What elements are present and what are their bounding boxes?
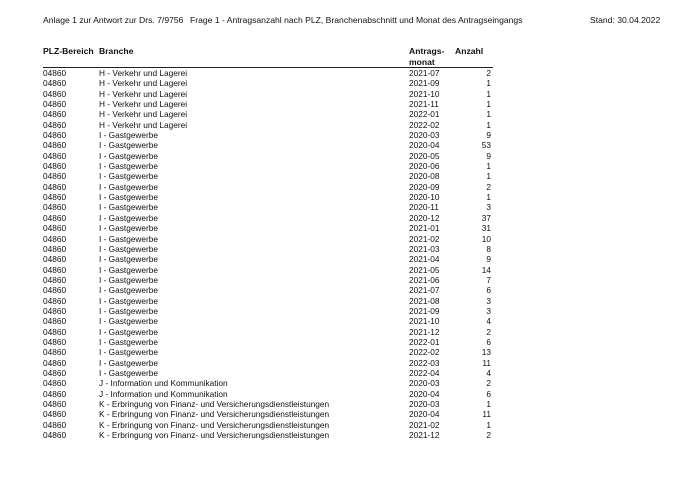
- cell-anzahl: 6: [486, 285, 491, 296]
- cell-plz: 04860: [43, 161, 67, 172]
- cell-anzahl: 1: [486, 171, 491, 182]
- cell-plz: 04860: [43, 140, 67, 151]
- cell-branche: J - Information und Kommunikation: [99, 378, 228, 389]
- cell-plz: 04860: [43, 399, 67, 409]
- table-row: [0, 399, 700, 409]
- cell-plz: 04860: [43, 202, 67, 213]
- cell-plz: 04860: [43, 430, 67, 441]
- cell-anzahl: 6: [486, 388, 491, 399]
- cell-antragsmonat: 2020-03: [409, 378, 440, 389]
- cell-plz: 04860: [43, 223, 67, 234]
- cell-plz: 04860: [43, 88, 67, 99]
- cell-branche: I - Gastgewerbe: [99, 161, 159, 172]
- cell-anzahl: 2: [486, 378, 491, 389]
- cell-anzahl: 4: [486, 316, 491, 327]
- cell-plz: 04860: [43, 316, 67, 327]
- cell-antragsmonat: 2020-10: [409, 192, 440, 203]
- table-row: [0, 78, 700, 88]
- cell-branche: I - Gastgewerbe: [99, 192, 159, 203]
- table-row: [0, 130, 700, 140]
- cell-branche: I - Gastgewerbe: [99, 316, 159, 327]
- cell-branche: I - Gastgewerbe: [99, 357, 159, 368]
- attachment-reference: Anlage 1 zur Antwort zur Drs. 7/9756: [43, 15, 184, 25]
- table-row: [0, 409, 700, 419]
- cell-anzahl: 11: [482, 357, 491, 368]
- cell-antragsmonat: 2021-09: [409, 305, 440, 316]
- cell-antragsmonat: 2021-05: [409, 264, 440, 275]
- cell-antragsmonat: 2020-12: [409, 212, 440, 223]
- cell-branche: I - Gastgewerbe: [99, 285, 159, 296]
- cell-plz: 04860: [43, 388, 67, 399]
- cell-branche: H - Verkehr und Lagerei: [99, 68, 188, 78]
- table-row: [0, 171, 700, 181]
- cell-branche: J - Information und Kommunikation: [99, 388, 228, 399]
- cell-anzahl: 1: [486, 161, 491, 172]
- cell-branche: K - Erbringung von Finanz- und Versicherungsdienstleistungen: [99, 430, 330, 441]
- table-row: [0, 99, 700, 109]
- cell-plz: 04860: [43, 336, 67, 347]
- table-row: [0, 68, 700, 78]
- cell-antragsmonat: 2022-01: [409, 336, 440, 347]
- table-row: [0, 285, 700, 295]
- cell-branche: H - Verkehr und Lagerei: [99, 119, 188, 130]
- cell-anzahl: 11: [482, 409, 491, 420]
- cell-antragsmonat: 2022-03: [409, 357, 440, 368]
- cell-antragsmonat: 2020-04: [409, 409, 440, 420]
- cell-branche: I - Gastgewerbe: [99, 233, 159, 244]
- cell-branche: K - Erbringung von Finanz- und Versicherungsdienstleistungen: [99, 409, 330, 420]
- cell-branche: I - Gastgewerbe: [99, 254, 159, 265]
- cell-anzahl: 1: [486, 419, 491, 430]
- cell-anzahl: 1: [486, 192, 491, 203]
- table-row: [0, 120, 700, 130]
- cell-antragsmonat: 2020-03: [409, 130, 440, 141]
- cell-branche: H - Verkehr und Lagerei: [99, 78, 188, 89]
- cell-branche: I - Gastgewerbe: [99, 274, 159, 285]
- cell-branche: I - Gastgewerbe: [99, 202, 159, 213]
- table-row: [0, 151, 700, 161]
- cell-anzahl: 8: [486, 243, 491, 254]
- table-row: [0, 420, 700, 430]
- cell-plz: 04860: [43, 233, 67, 244]
- cell-antragsmonat: 2022-01: [409, 109, 440, 120]
- cell-plz: 04860: [43, 367, 67, 378]
- cell-branche: I - Gastgewerbe: [99, 367, 159, 378]
- cell-anzahl: 2: [486, 181, 491, 192]
- cell-branche: I - Gastgewerbe: [99, 130, 159, 141]
- table-row: [0, 327, 700, 337]
- cell-anzahl: 1: [486, 119, 491, 130]
- table-row: [0, 109, 700, 119]
- cell-branche: I - Gastgewerbe: [99, 212, 159, 223]
- cell-antragsmonat: 2021-04: [409, 254, 440, 265]
- cell-anzahl: 53: [481, 140, 491, 151]
- cell-branche: I - Gastgewerbe: [99, 171, 159, 182]
- table-row: [0, 389, 700, 399]
- cell-antragsmonat: 2021-09: [409, 78, 440, 89]
- cell-antragsmonat: 2021-07: [409, 68, 440, 78]
- cell-antragsmonat: 2022-04: [409, 367, 440, 378]
- table-row: [0, 244, 700, 254]
- cell-branche: I - Gastgewerbe: [99, 150, 159, 161]
- cell-antragsmonat: 2020-04: [409, 388, 440, 399]
- cell-branche: I - Gastgewerbe: [99, 305, 159, 316]
- cell-antragsmonat: 2021-08: [409, 295, 440, 306]
- cell-antragsmonat: 2021-01: [409, 223, 440, 234]
- table-row: [0, 275, 700, 285]
- cell-plz: 04860: [43, 181, 67, 192]
- column-header-antragsmonat: [409, 46, 449, 67]
- cell-anzahl: 14: [481, 264, 491, 275]
- cell-antragsmonat: 2021-03: [409, 243, 440, 254]
- table-row: [0, 213, 700, 223]
- table-row: [0, 254, 700, 264]
- cell-anzahl: 1: [486, 88, 491, 99]
- cell-plz: 04860: [43, 78, 67, 89]
- cell-branche: I - Gastgewerbe: [99, 243, 159, 254]
- cell-plz: 04860: [43, 171, 67, 182]
- table-row: [0, 378, 700, 388]
- table-row: [0, 316, 700, 326]
- table-row: [0, 182, 700, 192]
- cell-anzahl: 10: [481, 233, 491, 244]
- document-header: [0, 15, 700, 29]
- cell-antragsmonat: 2021-06: [409, 274, 440, 285]
- table-row: [0, 306, 700, 316]
- cell-anzahl: 1: [486, 399, 491, 409]
- cell-antragsmonat: 2021-02: [409, 233, 440, 244]
- cell-plz: 04860: [43, 192, 67, 203]
- cell-branche: H - Verkehr und Lagerei: [99, 99, 188, 110]
- cell-plz: 04860: [43, 419, 67, 430]
- cell-branche: I - Gastgewerbe: [99, 347, 159, 358]
- cell-branche: I - Gastgewerbe: [99, 223, 159, 234]
- cell-antragsmonat: 2020-03: [409, 399, 440, 409]
- cell-anzahl: 3: [486, 295, 491, 306]
- cell-anzahl: 1: [486, 78, 491, 89]
- table-row: [0, 223, 700, 233]
- cell-anzahl: 9: [486, 254, 491, 265]
- cell-branche: I - Gastgewerbe: [99, 336, 159, 347]
- table-row: [0, 202, 700, 212]
- table-row: [0, 368, 700, 378]
- table-row: [0, 358, 700, 368]
- cell-plz: 04860: [43, 99, 67, 110]
- cell-plz: 04860: [43, 378, 67, 389]
- column-header-antragsmonat-line1: Antrags-: [409, 46, 445, 56]
- cell-anzahl: 1: [486, 109, 491, 120]
- cell-anzahl: 2: [486, 68, 491, 78]
- cell-plz: 04860: [43, 212, 67, 223]
- cell-antragsmonat: 2021-12: [409, 326, 440, 337]
- table-body: [0, 68, 700, 440]
- cell-anzahl: 31: [481, 223, 491, 234]
- cell-antragsmonat: 2020-11: [409, 202, 439, 213]
- table-row: [0, 265, 700, 275]
- cell-plz: 04860: [43, 130, 67, 141]
- cell-plz: 04860: [43, 285, 67, 296]
- cell-anzahl: 6: [486, 336, 491, 347]
- cell-anzahl: 3: [486, 305, 491, 316]
- cell-anzahl: 9: [486, 130, 491, 141]
- table-row: [0, 337, 700, 347]
- cell-plz: 04860: [43, 243, 67, 254]
- as-of-date: Stand: 30.04.2022: [590, 15, 661, 25]
- table-row: [0, 430, 700, 440]
- cell-antragsmonat: 2022-02: [409, 347, 440, 358]
- cell-plz: 04860: [43, 357, 67, 368]
- table-row: [0, 296, 700, 306]
- cell-anzahl: 2: [486, 430, 491, 441]
- cell-plz: 04860: [43, 409, 67, 420]
- cell-anzahl: 37: [481, 212, 491, 223]
- cell-plz: 04860: [43, 264, 67, 275]
- table-row: [0, 89, 700, 99]
- column-header-antragsmonat-line2: monat: [409, 56, 435, 67]
- cell-plz: 04860: [43, 295, 67, 306]
- cell-antragsmonat: 2021-12: [409, 430, 440, 441]
- cell-antragsmonat: 2021-07: [409, 285, 440, 296]
- cell-anzahl: 1: [486, 99, 491, 110]
- cell-antragsmonat: 2021-10: [409, 88, 440, 99]
- cell-anzahl: 3: [486, 202, 491, 213]
- cell-antragsmonat: 2020-06: [409, 161, 440, 172]
- cell-plz: 04860: [43, 274, 67, 285]
- cell-antragsmonat: 2020-04: [409, 140, 440, 151]
- column-header-branche: Branche: [99, 46, 134, 56]
- cell-plz: 04860: [43, 347, 67, 358]
- cell-antragsmonat: 2020-09: [409, 181, 440, 192]
- cell-antragsmonat: 2020-08: [409, 171, 440, 182]
- cell-antragsmonat: 2021-10: [409, 316, 440, 327]
- table-row: [0, 161, 700, 171]
- cell-plz: 04860: [43, 119, 67, 130]
- cell-branche: I - Gastgewerbe: [99, 326, 159, 337]
- table-row: [0, 192, 700, 202]
- cell-branche: K - Erbringung von Finanz- und Versicherungsdienstleistungen: [99, 399, 330, 409]
- cell-antragsmonat: 2022-02: [409, 119, 440, 130]
- cell-anzahl: 2: [486, 326, 491, 337]
- table-row: [0, 140, 700, 150]
- table-row: [0, 347, 700, 357]
- cell-plz: 04860: [43, 68, 67, 78]
- cell-branche: I - Gastgewerbe: [99, 140, 159, 151]
- column-header-anzahl: Anzahl: [455, 46, 484, 56]
- cell-branche: H - Verkehr und Lagerei: [99, 88, 188, 99]
- cell-branche: K - Erbringung von Finanz- und Versicherungsdienstleistungen: [99, 419, 330, 430]
- cell-antragsmonat: 2021-02: [409, 419, 440, 430]
- cell-plz: 04860: [43, 254, 67, 265]
- document-title: Frage 1 - Antragsanzahl nach PLZ, Branchenabschnitt und Monat des Antragseingangs: [190, 15, 523, 25]
- cell-antragsmonat: 2020-05: [409, 150, 440, 161]
- cell-branche: I - Gastgewerbe: [99, 264, 159, 275]
- cell-plz: 04860: [43, 326, 67, 337]
- cell-branche: H - Verkehr und Lagerei: [99, 109, 188, 120]
- cell-antragsmonat: 2021-11: [409, 99, 439, 110]
- column-header-plz: PLZ-Bereich: [43, 46, 94, 56]
- cell-plz: 04860: [43, 305, 67, 316]
- table-header: [0, 46, 700, 68]
- cell-plz: 04860: [43, 109, 67, 120]
- cell-branche: I - Gastgewerbe: [99, 181, 159, 192]
- cell-anzahl: 13: [481, 347, 491, 358]
- cell-plz: 04860: [43, 150, 67, 161]
- table-row: [0, 234, 700, 244]
- cell-anzahl: 9: [486, 150, 491, 161]
- cell-anzahl: 7: [486, 274, 491, 285]
- cell-anzahl: 4: [486, 367, 491, 378]
- cell-branche: I - Gastgewerbe: [99, 295, 159, 306]
